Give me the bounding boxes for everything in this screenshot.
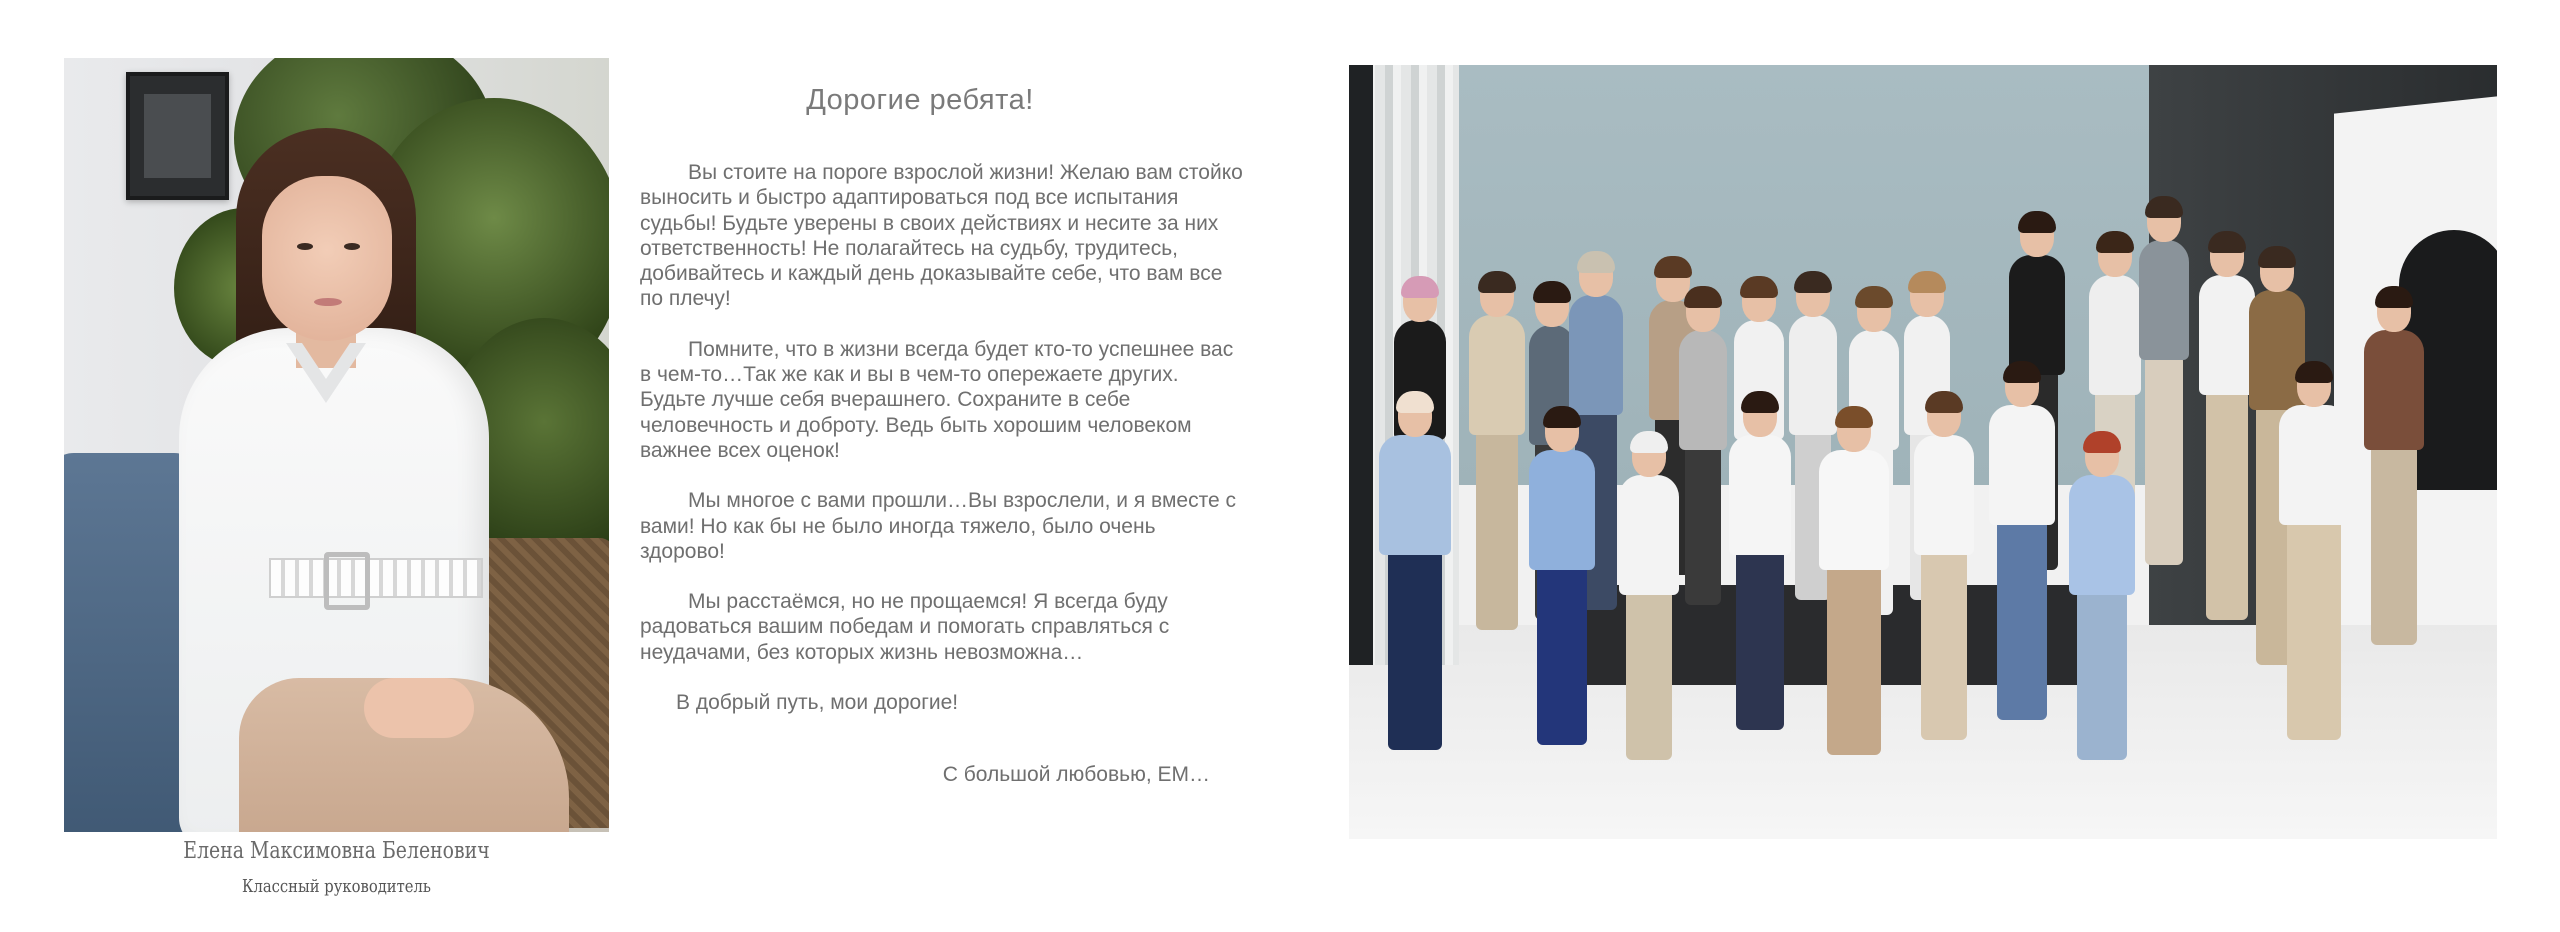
eye — [297, 243, 313, 250]
teacher-hands — [364, 678, 474, 738]
letter-signature: С большой любовью, ЕМ… — [942, 763, 1210, 786]
letter-paragraph: Вы стоите на пороге взрослой жизни! Желаю вам стойко выносить и быстро адаптироваться под все испытания судьбы! Будьте уверены в своих действиях и несите за них ответственность! Не полагайтесь на судьбу, трудитесь, добивайтесь и каждый день доказывайте себе, что вам все по плечу! — [640, 161, 1243, 311]
letter-paragraph: Мы многое с вами прошли…Вы взрослели, и я вместе с вами! Но как бы не было иногда тяжело, было очень здорово! — [640, 489, 1236, 563]
teacher-role: Классный руководитель — [242, 876, 431, 897]
letter-body — [640, 160, 1246, 740]
letter-paragraph: Мы расстаёмся, но не прощаемся! Я всегда буду радоваться вашим победам и помогать справляться с неудачами, без которых жизнь невозможна… — [640, 590, 1170, 664]
teacher-portrait-photo — [64, 58, 609, 832]
curtain-edge — [1349, 65, 1373, 665]
wall-picture-frame — [126, 72, 229, 200]
eye — [344, 243, 360, 250]
teacher-name: Елена Максимовна Беленович — [183, 838, 490, 864]
lips — [314, 298, 342, 306]
belt — [269, 558, 483, 598]
teacher-face — [262, 176, 392, 341]
letter-closing: В добрый путь, мои дорогие! — [676, 691, 959, 715]
letter-title: Дорогие ребята! — [806, 84, 1034, 116]
class-group-photo — [1349, 65, 2497, 839]
letter-paragraph: Помните, что в жизни всегда будет кто-то успешнее вас в чем-то…Так же как и вы в чем-то опережаете других. Будьте лучше себя вчерашнего. Сохраните в себе человечность и доброту. Ведь быть хорошим человеком важнее всех оценок! — [640, 337, 1234, 462]
belt-buckle — [324, 552, 370, 610]
